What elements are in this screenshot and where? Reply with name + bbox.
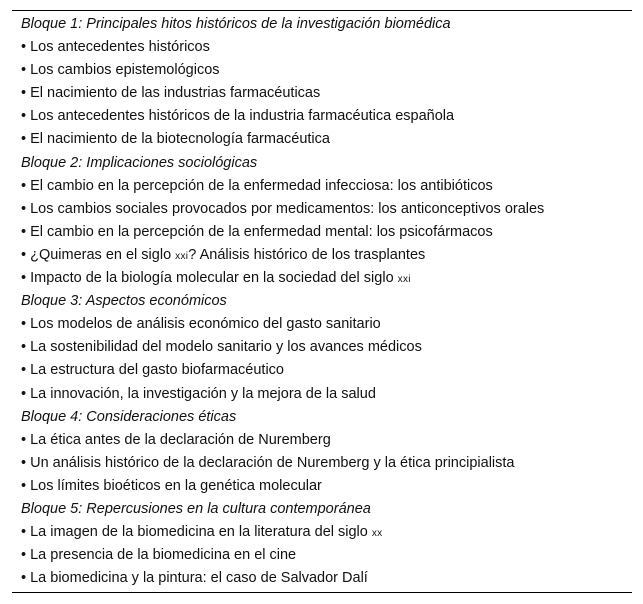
block-3-title: Bloque 3: Aspectos económicos xyxy=(21,293,227,310)
century-numeral: xxi xyxy=(397,274,411,286)
list-item: • Los cambios epistemológicos xyxy=(21,62,220,79)
list-item: • Los cambios sociales provocados por medicamentos: los anticonceptivos orales xyxy=(21,200,545,217)
list-item: • La imagen de la biomedicina en la literatura del siglo xx xyxy=(21,524,383,541)
list-item: • El cambio en la percepción de la enfermedad mental: los psicofármacos xyxy=(21,223,493,240)
list-item: • La biomedicina y la pintura: el caso de Salvador Dalí xyxy=(21,570,368,587)
list-item: • Impacto de la biología molecular en la sociedad del siglo xxi xyxy=(21,270,411,287)
block-5-title: Bloque 5: Repercusiones en la cultura contemporánea xyxy=(21,500,371,517)
list-item: • El nacimiento de las industrias farmacéuticas xyxy=(21,85,321,102)
content-table xyxy=(12,10,632,593)
list-item: • Los modelos de análisis económico del gasto sanitario xyxy=(21,316,381,333)
block-1-title: Bloque 1: Principales hitos históricos de la investigación biomédica xyxy=(21,16,451,32)
list-item: • Un análisis histórico de la declaración de Nuremberg y la ética principialista xyxy=(21,454,515,471)
list-item: • La presencia de la biomedicina en el cine xyxy=(21,547,297,564)
list-item: • El cambio en la percepción de la enfermedad infecciosa: los antibióticos xyxy=(21,177,493,194)
list-item: • Los límites bioéticos en la genética molecular xyxy=(21,477,322,494)
block-2-title: Bloque 2: Implicaciones sociológicas xyxy=(21,154,258,171)
block-4-title: Bloque 4: Consideraciones éticas xyxy=(21,408,237,425)
century-numeral: xx xyxy=(371,528,383,540)
list-item: • La sostenibilidad del modelo sanitario y los avances médicos xyxy=(21,339,422,356)
list-item: • Los antecedentes históricos xyxy=(21,39,210,56)
list-item: • La estructura del gasto biofarmacéutico xyxy=(21,362,284,379)
list-item: • El nacimiento de la biotecnología farmacéutica xyxy=(21,131,330,148)
century-numeral: xxi xyxy=(175,250,189,262)
list-item: • La innovación, la investigación y la mejora de la salud xyxy=(21,385,376,402)
list-item: • ¿Quimeras en el siglo xxi? Análisis histórico de los trasplantes xyxy=(21,246,426,263)
list-item: • La ética antes de la declaración de Nuremberg xyxy=(21,431,331,448)
list-item: • Los antecedentes históricos de la industria farmacéutica española xyxy=(21,108,455,125)
